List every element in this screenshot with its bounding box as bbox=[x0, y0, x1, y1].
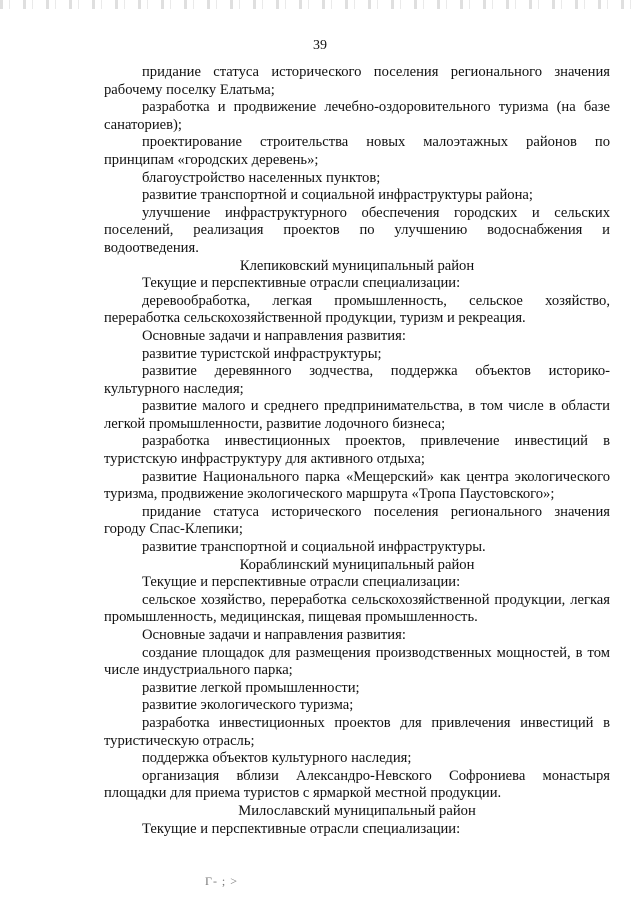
body-paragraph: проектирование строительства новых малоэтажных районов по принципам «городских деревень»; bbox=[104, 134, 610, 168]
body-paragraph: благоустройство населенных пунктов; bbox=[142, 169, 381, 186]
body-paragraph: Основные задачи и направления развития: bbox=[142, 627, 406, 643]
body-paragraph: Текущие и перспективные отрасли специализации: bbox=[142, 820, 461, 837]
body-paragraph: разработка и продвижение лечебно-оздоровительного туризма (на базе санаториев); bbox=[104, 99, 610, 133]
section-heading-miloslavsky: Милославский муниципальный район bbox=[238, 802, 476, 819]
scan-mark: Г- ; > bbox=[205, 874, 239, 888]
page-number: 39 bbox=[313, 38, 327, 53]
body-paragraph: деревообработка, легкая промышленность, сельское хозяйство, переработка сельскохозяйственной продукции, туризм и рекреация. bbox=[104, 292, 610, 327]
body-paragraph: придание статуса исторического поселения регионального значения рабочему поселку Елатьма; bbox=[104, 64, 610, 98]
body-paragraph: разработка инвестиционных проектов для привлечения инвестиций в туристическую отрасль; bbox=[104, 714, 610, 749]
body-paragraph: развитие Национального парка «Мещерский» как центра экологического туризма, продвижение экологического маршрута «Тропа Паустовского»; bbox=[104, 468, 610, 503]
body-paragraph: улучшение инфраструктурного обеспечения городских и сельских поселений, реализация проектов по улучшению водоснабжения и водоотведения. bbox=[104, 204, 610, 256]
page-body bbox=[104, 64, 610, 838]
body-paragraph: развитие легкой промышленности; bbox=[142, 679, 360, 696]
body-paragraph: поддержка объектов культурного наследия; bbox=[142, 750, 412, 767]
body-paragraph: организация вблизи Александро-Невского Софрониева монастыря площадки для приема туристов с ярмаркой местной продукции. bbox=[104, 767, 610, 802]
body-paragraph: Текущие и перспективные отрасли специализации: bbox=[142, 275, 461, 292]
body-paragraph: развитие экологического туризма; bbox=[142, 697, 354, 714]
section-heading-klepikovsky: Клепиковский муниципальный район bbox=[239, 257, 475, 274]
body-paragraph: придание статуса исторического поселения регионального значения городу Спас-Клепики; bbox=[104, 503, 610, 538]
scan-edge-artifact bbox=[0, 0, 640, 9]
body-paragraph: сельское хозяйство, переработка сельскохозяйственной продукции, легкая промышленность, медицинская, пищевая промышленность. bbox=[104, 591, 610, 626]
body-paragraph: развитие транспортной и социальной инфраструктуры района; bbox=[142, 187, 533, 204]
body-paragraph: развитие транспортной и социальной инфраструктуры. bbox=[142, 539, 486, 556]
body-paragraph: создание площадок для размещения производственных мощностей, в том числе индустриального парка; bbox=[104, 644, 610, 679]
body-paragraph: Основные задачи и направления развития: bbox=[142, 327, 406, 344]
body-paragraph: развитие туристской инфраструктуры; bbox=[142, 345, 382, 362]
body-paragraph: развитие малого и среднего предпринимательства, в том числе в области легкой промышленности, развитие лодочного бизнеса; bbox=[104, 398, 610, 432]
body-paragraph: Текущие и перспективные отрасли специализации: bbox=[142, 574, 461, 591]
body-paragraph: разработка инвестиционных проектов, привлечение инвестиций в туристскую инфраструктуру для активного отдыха; bbox=[104, 433, 610, 468]
body-paragraph: развитие деревянного зодчества, поддержка объектов историко-культурного наследия; bbox=[104, 363, 610, 397]
section-heading-korablinsky: Кораблинский муниципальный район bbox=[239, 556, 475, 573]
